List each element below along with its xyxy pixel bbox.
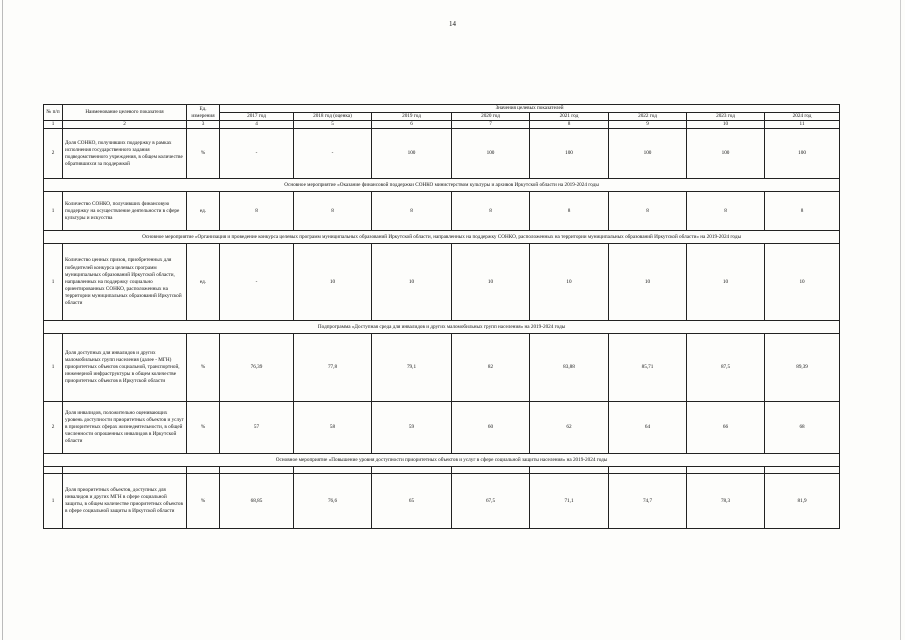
value-cell: 100 bbox=[609, 129, 687, 179]
value-cell: 83,88 bbox=[530, 334, 609, 402]
indicator-name: Количество СОНКО, получивших финансовую поддержку на осуществление деятельности в сфере культуры и искусства bbox=[63, 192, 187, 231]
value-cell: 87,5 bbox=[687, 334, 765, 402]
column-number: 10 bbox=[687, 121, 765, 129]
value-cell: 64 bbox=[609, 402, 687, 454]
header-year: 2017 год bbox=[220, 113, 294, 121]
spacer-cell bbox=[452, 467, 530, 474]
table-row bbox=[44, 474, 840, 529]
column-number: 3 bbox=[187, 121, 220, 129]
value-cell: 8 bbox=[372, 192, 452, 231]
value-cell: - bbox=[220, 129, 294, 179]
section-title: Основное мероприятие «Организация и проведение конкурса целевых программ муниципальных образований Иркутской области, направленных на поддержку СОНКО, расположенных на территории муниципальных образований Иркутской области» на 2019-2024 годы bbox=[44, 231, 840, 244]
value-cell: 79,1 bbox=[372, 334, 452, 402]
value-cell: 82 bbox=[452, 334, 530, 402]
value-cell: 59 bbox=[372, 402, 452, 454]
value-cell: - bbox=[294, 129, 372, 179]
value-cell: 74,7 bbox=[609, 474, 687, 529]
right-scan-edge bbox=[900, 0, 901, 640]
value-cell: 10 bbox=[294, 244, 372, 321]
value-cell: 65 bbox=[372, 474, 452, 529]
table-row bbox=[44, 334, 840, 402]
value-cell: 100 bbox=[687, 129, 765, 179]
row-number: 1 bbox=[44, 244, 63, 321]
header-year: 2018 год (оценка) bbox=[294, 113, 372, 121]
left-scan-edge bbox=[2, 0, 3, 640]
column-number: 5 bbox=[294, 121, 372, 129]
header-name: Наименование целевого показателя bbox=[63, 105, 187, 121]
value-cell: 100 bbox=[530, 129, 609, 179]
row-number: 1 bbox=[44, 192, 63, 231]
value-cell: 8 bbox=[452, 192, 530, 231]
header-year: 2024 год bbox=[765, 113, 840, 121]
header-year: 2022 год bbox=[609, 113, 687, 121]
table-row bbox=[44, 244, 840, 321]
section-row bbox=[44, 321, 840, 334]
section-row bbox=[44, 231, 840, 244]
value-cell: 10 bbox=[609, 244, 687, 321]
unit-cell: % bbox=[187, 402, 220, 454]
value-cell: 76,6 bbox=[294, 474, 372, 529]
column-number: 4 bbox=[220, 121, 294, 129]
value-cell: 78,3 bbox=[687, 474, 765, 529]
table-row bbox=[44, 129, 840, 179]
indicator-name: Доля СОНКО, получивших поддержку в рамках исполнения государственного задания подведомственного учреждения, в общем количестве обратившихся за поддержкой bbox=[63, 129, 187, 179]
value-cell: 8 bbox=[609, 192, 687, 231]
spacer-cell bbox=[220, 467, 294, 474]
section-row bbox=[44, 454, 840, 467]
value-cell: 100 bbox=[452, 129, 530, 179]
row-number: 2 bbox=[44, 402, 63, 454]
spacer-cell bbox=[609, 467, 687, 474]
spacer-cell bbox=[187, 467, 220, 474]
spacer-cell bbox=[765, 467, 840, 474]
value-cell: 100 bbox=[372, 129, 452, 179]
target-indicators-table bbox=[43, 104, 840, 529]
page-number: 14 bbox=[449, 20, 456, 28]
header-values-group: Значения целевых показателей bbox=[220, 105, 840, 113]
column-number: 2 bbox=[63, 121, 187, 129]
value-cell: 8 bbox=[530, 192, 609, 231]
header-year: 2020 год bbox=[452, 113, 530, 121]
section-title: Основное мероприятие «Повышение уровня доступности приоритетных объектов и услуг в сфере социальной защиты населения» на 2019-2024 годы bbox=[44, 454, 840, 467]
row-number: 1 bbox=[44, 334, 63, 402]
header-year: 2021 год bbox=[530, 113, 609, 121]
column-number: 9 bbox=[609, 121, 687, 129]
column-number: 1 bbox=[44, 121, 63, 129]
unit-cell: % bbox=[187, 129, 220, 179]
value-cell: 8 bbox=[294, 192, 372, 231]
unit-cell: ед. bbox=[187, 244, 220, 321]
spacer-cell bbox=[44, 467, 63, 474]
spacer-cell bbox=[63, 467, 187, 474]
column-number: 6 bbox=[372, 121, 452, 129]
spacer-cell bbox=[294, 467, 372, 474]
value-cell: 8 bbox=[220, 192, 294, 231]
value-cell: 10 bbox=[687, 244, 765, 321]
value-cell: 67,5 bbox=[452, 474, 530, 529]
value-cell: 76,39 bbox=[220, 334, 294, 402]
value-cell: 89,39 bbox=[765, 334, 840, 402]
spacer-cell bbox=[530, 467, 609, 474]
column-number: 7 bbox=[452, 121, 530, 129]
section-title: Основное мероприятие «Оказание финансовой поддержки СОНКО министерством культуры и архивов Иркутской области на 2019-2024 годы bbox=[44, 179, 840, 192]
indicator-name: Доля доступных для инвалидов и других маломобильных групп населения (далее - МГН) приоритетных объектов социальной, транспортной, инженерной инфраструктуры в общем количестве приоритетных объектов в Иркутской области bbox=[63, 334, 187, 402]
value-cell: 66 bbox=[687, 402, 765, 454]
spacer-cell bbox=[372, 467, 452, 474]
value-cell: 8 bbox=[687, 192, 765, 231]
value-cell: 60 bbox=[452, 402, 530, 454]
unit-cell: % bbox=[187, 334, 220, 402]
section-row bbox=[44, 179, 840, 192]
header-unit: Ед. измерения bbox=[187, 105, 220, 121]
value-cell: 81,9 bbox=[765, 474, 840, 529]
value-cell: 57 bbox=[220, 402, 294, 454]
column-number: 8 bbox=[530, 121, 609, 129]
column-number: 11 bbox=[765, 121, 840, 129]
table-row bbox=[44, 402, 840, 454]
header-year: 2023 год bbox=[687, 113, 765, 121]
table-row bbox=[44, 192, 840, 231]
header-year: 2019 год bbox=[372, 113, 452, 121]
value-cell: 62 bbox=[530, 402, 609, 454]
section-title: Подпрограмма «Доступная среда для инвалидов и других маломобильных групп населения» на 2019-2024 годы bbox=[44, 321, 840, 334]
value-cell: 68,85 bbox=[220, 474, 294, 529]
value-cell: 10 bbox=[452, 244, 530, 321]
indicator-name: Количество ценных призов, приобретенных для победителей конкурса целевых программ муниципальных образований Иркутской области, направленных на поддержку социально ориентированных СОНКО, расположенных на территории муниципальных образований Иркутской области bbox=[63, 244, 187, 321]
row-number: 2 bbox=[44, 129, 63, 179]
unit-cell: % bbox=[187, 474, 220, 529]
value-cell: 85,71 bbox=[609, 334, 687, 402]
value-cell: 10 bbox=[372, 244, 452, 321]
value-cell: 58 bbox=[294, 402, 372, 454]
spacer-row bbox=[44, 467, 840, 474]
value-cell: 71,1 bbox=[530, 474, 609, 529]
value-cell: 10 bbox=[765, 244, 840, 321]
spacer-cell bbox=[687, 467, 765, 474]
value-cell: 77,8 bbox=[294, 334, 372, 402]
unit-cell: ед. bbox=[187, 192, 220, 231]
header-no: № п/п bbox=[44, 105, 63, 121]
value-cell: 100 bbox=[765, 129, 840, 179]
row-number: 1 bbox=[44, 474, 63, 529]
value-cell: 68 bbox=[765, 402, 840, 454]
value-cell: 10 bbox=[530, 244, 609, 321]
indicator-name: Доля приоритетных объектов, доступных для инвалидов и других МГН в сфере социальной защиты, в общем количестве приоритетных объектов в сфере социальной защиты в Иркутской области bbox=[63, 474, 187, 529]
indicator-name: Доля инвалидов, положительно оценивающих уровень доступности приоритетных объектов и услуг в приоритетных сферах жизнедеятельности, в общей численности опрошенных инвалидов в Иркутской области bbox=[63, 402, 187, 454]
value-cell: - bbox=[220, 244, 294, 321]
value-cell: 8 bbox=[765, 192, 840, 231]
